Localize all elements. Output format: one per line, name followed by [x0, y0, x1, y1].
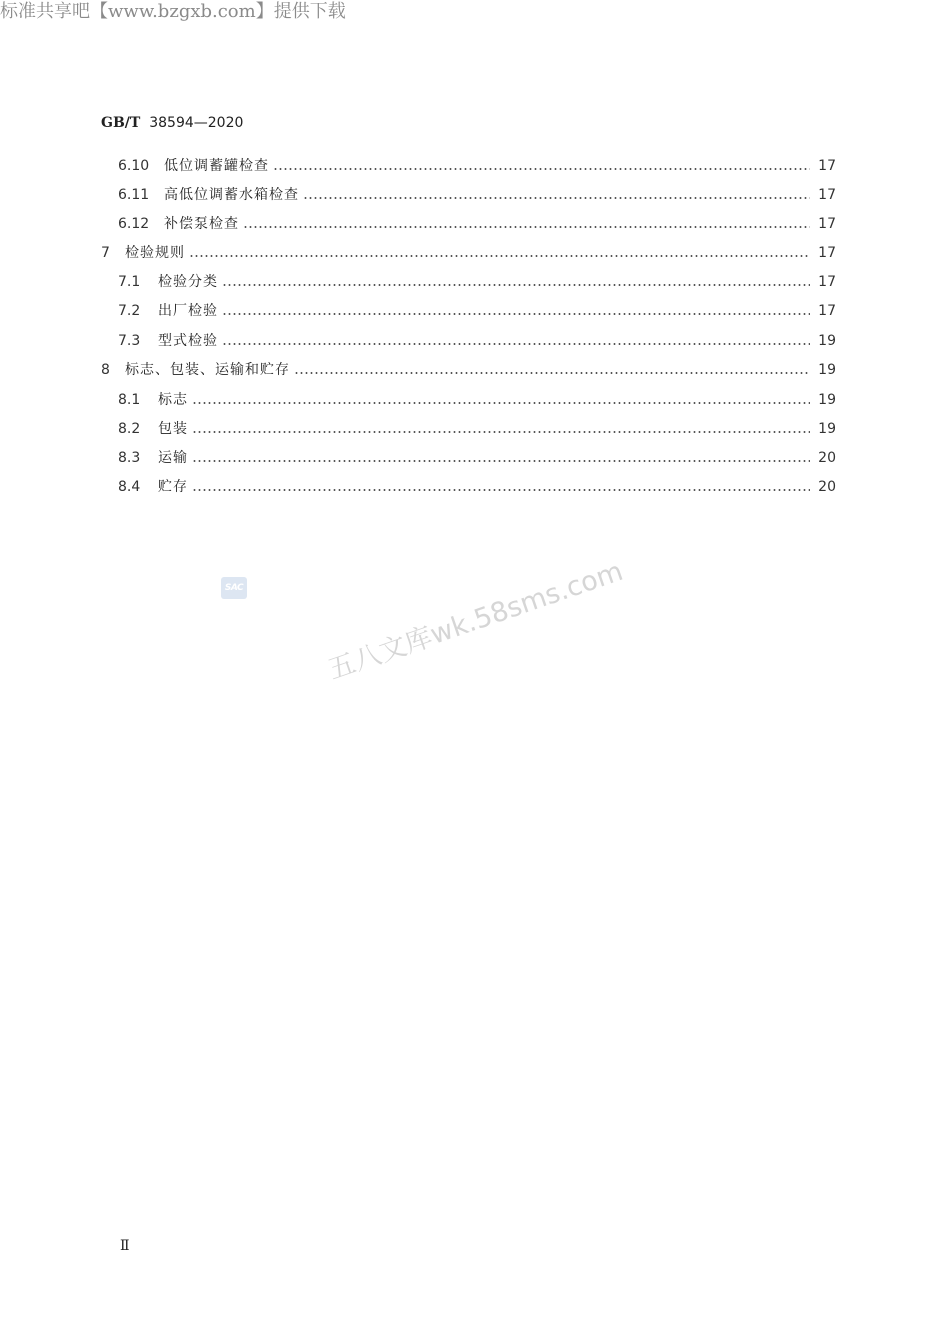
toc-entry-title: 运输: [158, 450, 188, 466]
toc-entry-8[interactable]: [101, 359, 836, 381]
toc-entry-number: 6.12: [118, 216, 150, 232]
toc-entry-title: 高低位调蓄水箱检查: [164, 187, 299, 203]
toc-entry-number: 7.3: [118, 333, 141, 349]
sac-logo: SAC: [221, 577, 247, 599]
toc-entry-title: 补偿泵检查: [164, 216, 239, 232]
toc-entry-number: 6.11: [118, 187, 150, 203]
toc-entry-title: 出厂检验: [158, 303, 218, 319]
toc-entry-number: 8.1: [118, 392, 141, 408]
toc-entry-page: 20: [818, 479, 836, 495]
toc-entry-page: 17: [818, 274, 836, 290]
toc-entry-7-1[interactable]: [118, 271, 836, 293]
toc-entry-page: 17: [818, 303, 836, 319]
toc-entry-number: 7: [101, 245, 110, 261]
toc-entry-page: 20: [818, 450, 836, 466]
toc-entry-number: 8: [101, 362, 110, 378]
toc-entry-8-2[interactable]: [118, 418, 836, 440]
toc-entry-title: 检验规则: [125, 245, 185, 261]
toc-entry-number: 8.3: [118, 450, 141, 466]
toc-leader-dots: [273, 168, 810, 170]
toc-entry-page: 19: [818, 333, 836, 349]
toc-leader-dots: [192, 489, 810, 491]
toc-entry-number: 7.1: [118, 274, 141, 290]
toc-entry-title: 标志、包装、运输和贮存: [125, 362, 290, 378]
toc-leader-dots: [222, 284, 810, 286]
toc-entry-number: 8.4: [118, 479, 141, 495]
toc-leader-dots: [192, 402, 810, 404]
toc-leader-dots: [303, 197, 810, 199]
toc-entry-page: 19: [818, 421, 836, 437]
toc-entry-page: 19: [818, 392, 836, 408]
toc-entry-title: 标志: [158, 392, 188, 408]
toc-entry-page: 17: [818, 158, 836, 174]
toc-entry-8-1[interactable]: [118, 389, 836, 411]
toc-entry-6-11[interactable]: [118, 184, 836, 206]
toc-leader-dots: [222, 313, 810, 315]
toc-entry-title: 低位调蓄罐检查: [164, 158, 269, 174]
toc-entry-title: 型式检验: [158, 333, 218, 349]
toc-entry-page: 17: [818, 216, 836, 232]
toc-entry-page: 17: [818, 187, 836, 203]
toc-leader-dots: [192, 460, 810, 462]
page-number: Ⅱ: [120, 1238, 130, 1254]
toc-entry-number: 7.2: [118, 303, 141, 319]
toc-entry-number: 8.2: [118, 421, 141, 437]
site-download-banner: 标准共享吧【www.bzgxb.com】提供下载: [0, 1, 346, 22]
toc-entry-number: 6.10: [118, 158, 150, 174]
standard-number: 38594—2020: [149, 115, 244, 131]
watermark-text: 五八文库wk.58sms.com: [324, 555, 627, 686]
toc-leader-dots: [294, 372, 810, 374]
toc-leader-dots: [243, 226, 810, 228]
toc-entry-page: 17: [818, 245, 836, 261]
toc-entry-7[interactable]: [101, 242, 836, 264]
toc-leader-dots: [222, 343, 810, 345]
standard-prefix: GB/T: [101, 115, 141, 131]
standard-code: [101, 113, 243, 133]
toc-entry-8-4[interactable]: [118, 476, 836, 498]
toc-entry-7-3[interactable]: [118, 330, 836, 352]
toc-leader-dots: [189, 255, 810, 257]
toc-entry-title: 检验分类: [158, 274, 218, 290]
toc-entry-page: 19: [818, 362, 836, 378]
toc-leader-dots: [192, 431, 810, 433]
toc-entry-6-10[interactable]: [118, 155, 836, 177]
toc-entry-title: 包装: [158, 421, 188, 437]
toc-entry-8-3[interactable]: [118, 447, 836, 469]
toc-entry-title: 贮存: [158, 479, 188, 495]
toc-entry-6-12[interactable]: [118, 213, 836, 235]
toc-entry-7-2[interactable]: [118, 300, 836, 322]
